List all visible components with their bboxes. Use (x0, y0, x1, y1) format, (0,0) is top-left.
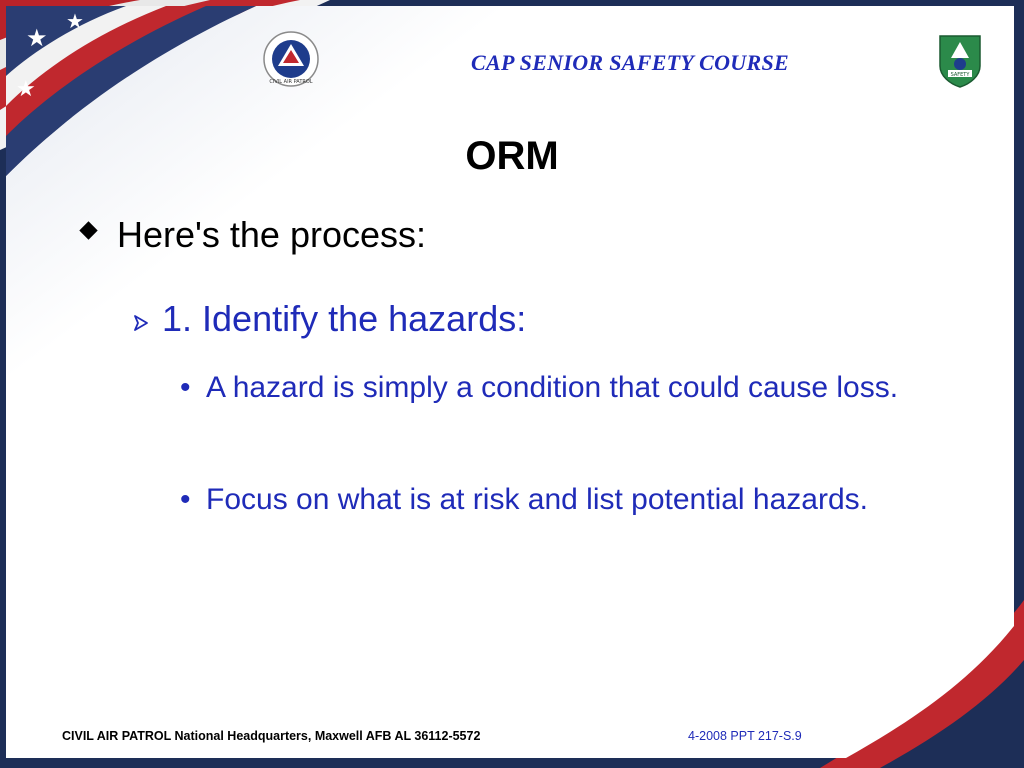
bullet-level-3-text: A hazard is simply a condition that could cause loss. (206, 371, 899, 404)
cap-logo-text: CIVIL AIR PATROL (269, 79, 313, 85)
svg-text:★: ★ (26, 24, 48, 52)
svg-text:★: ★ (66, 9, 84, 33)
footer-slide-id: 4-2008 PPT 217-S.9 (688, 729, 802, 743)
dot-bullet-icon: • (180, 371, 191, 404)
arrowhead-bullet-icon (132, 314, 150, 332)
diamond-bullet-icon (79, 221, 97, 239)
safety-logo-text: SAFETY (950, 72, 970, 78)
bullet-level-3-text: Focus on what is at risk and list potential hazards. (206, 483, 868, 516)
civil-air-patrol-emblem-icon (262, 30, 320, 88)
dot-bullet-icon: • (180, 483, 191, 516)
svg-text:★: ★ (16, 77, 36, 102)
bullet-level-2 (132, 298, 526, 340)
footer-organization: CIVIL AIR PATROL National Headquarters, Maxwell AFB AL 36112-5572 (62, 729, 481, 743)
safety-shield-icon (936, 32, 984, 88)
bullet-level-1-text: Here's the process: (117, 214, 427, 255)
course-title: CAP SENIOR SAFETY COURSE (471, 50, 789, 75)
bullet-level-1 (82, 214, 426, 256)
bullet-level-3-item (180, 480, 980, 520)
bullet-level-2-text: 1. Identify the hazards: (162, 298, 527, 339)
slide-title: ORM (465, 134, 559, 178)
bullet-level-3-item (180, 368, 980, 408)
